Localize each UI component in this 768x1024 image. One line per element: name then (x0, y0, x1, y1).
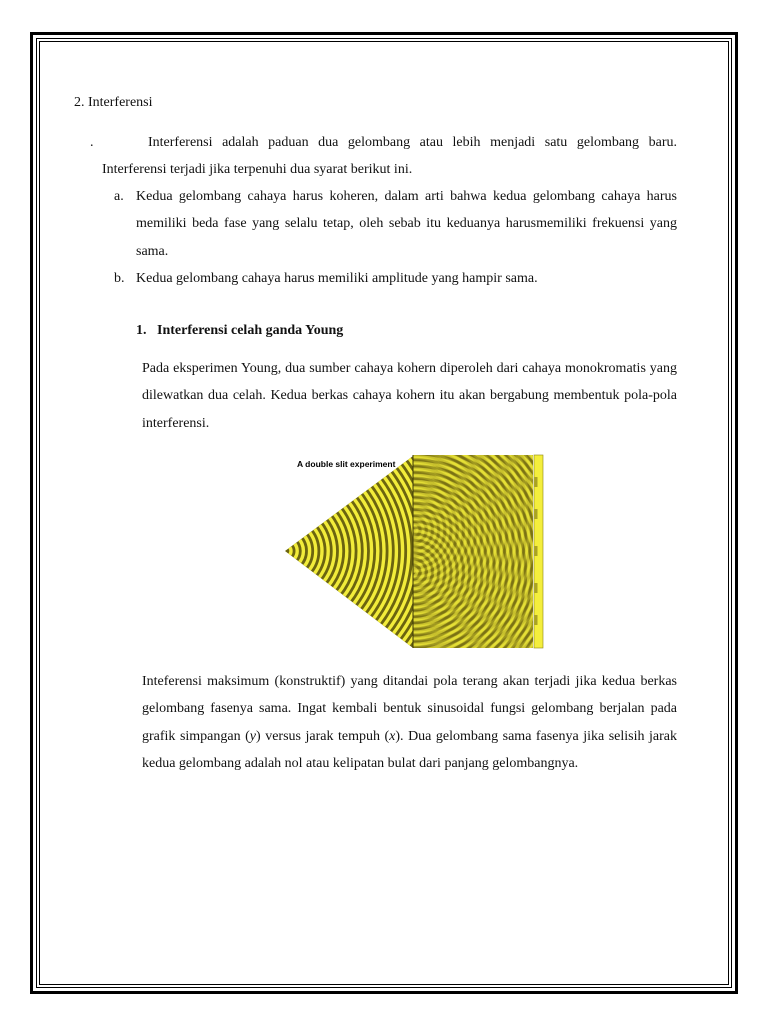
intro-line-2: Interferensi terjadi jika terpenuhi dua syarat berikut ini. (102, 162, 413, 177)
figure-caption: A double slit experiment (297, 459, 396, 469)
paragraph-young-experiment: Pada eksperimen Young, dua sumber cahaya kohern diperoleh dari cahaya monokromatis yang dilewatkan dua celah. Kedua berkas cahaya kohern itu akan bergabung membentuk pola-pola interferensi. (142, 361, 677, 431)
paragraph-constructive-interference (142, 668, 677, 778)
condition-a-text: Kedua gelombang cahaya harus koheren, dalam arti bahwa kedua gelombang cahaya harus memiliki beda fase yang selalu tetap, oleh sebab itu keduanya harusmemiliki frekuensi yang sama. (136, 189, 677, 259)
condition-b-marker: b. (114, 271, 125, 286)
double-slit-figure (282, 452, 547, 650)
double-slit-diagram (282, 452, 547, 650)
slit-barrier (413, 455, 414, 648)
condition-a-marker: a. (114, 189, 124, 204)
detection-screen (534, 455, 543, 648)
para-max-part1: Inteferensi maksimum (konstruktif) yang ditandai pola terang akan terjadi jika kedua berkas gelombang fasenya sama. Ingat kembali bentuk sinusoidal fungsi gelombang berjalan pada grafik simpangan ( (142, 674, 677, 744)
para-max-part2: ) versus jarak tempuh ( (256, 728, 390, 744)
para-max-part3: ). Dua gelombang sama fasenya jika selisih jarak kedua gelombang adalah nol atau kelipatan bulat dari panjang gelombangnya. (142, 728, 677, 772)
symbol-y: y (249, 728, 257, 744)
intro-line-1: Interferensi adalah paduan dua gelombang atau lebih menjadi satu gelombang baru. (148, 135, 677, 150)
intro-bullet-dot: . (90, 135, 94, 150)
subsection-heading: 1. Interferensi celah ganda Young (136, 323, 344, 338)
symbol-x: x (389, 728, 396, 744)
section-heading: 2. Interferensi (74, 95, 153, 110)
condition-b-text: Kedua gelombang cahaya harus memiliki amplitude yang hampir sama. (136, 271, 538, 286)
